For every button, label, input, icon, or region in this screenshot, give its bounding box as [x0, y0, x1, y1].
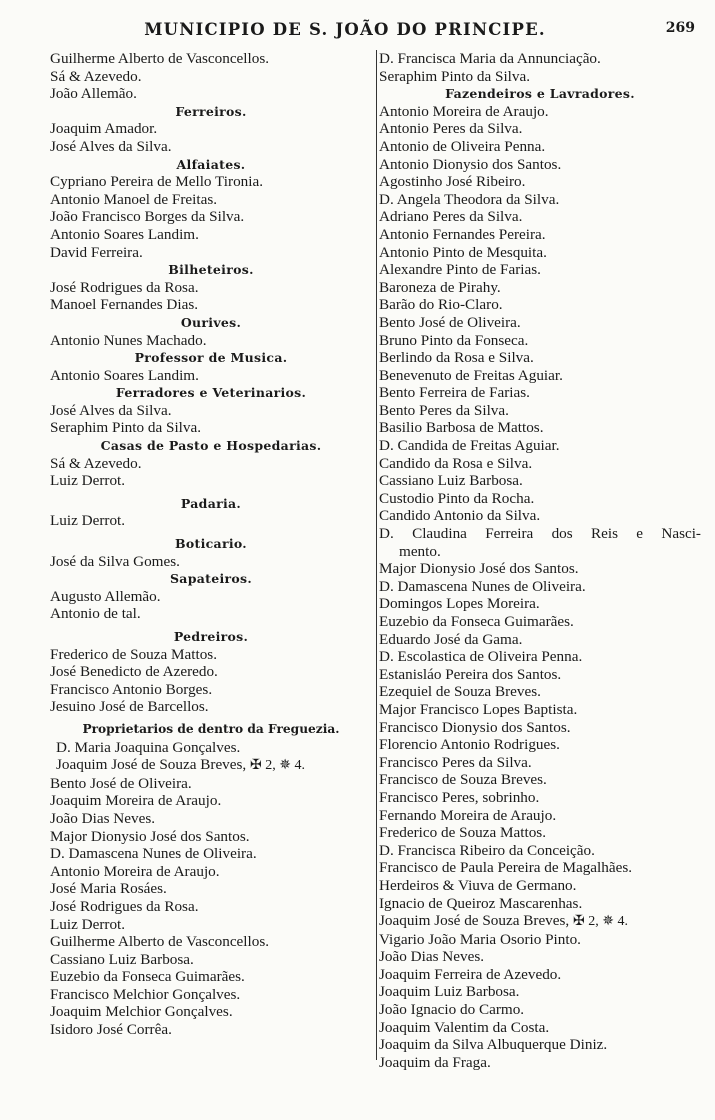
list-item: Herdeiros & Viuva de Germano. — [379, 876, 577, 894]
section-heading-musica: Professor de Musica. — [134, 350, 288, 366]
list-item: Alexandre Pinto de Farias. — [379, 261, 541, 279]
list-item: Antonio de Oliveira Penna. — [379, 137, 546, 155]
list-item: Joaquim Luiz Barbosa. — [379, 983, 520, 1001]
bilheteiros-list — [50, 279, 372, 314]
list-item: Francisco Antonio Borges. — [50, 680, 213, 698]
order-symbols: ✠ 2, ✵ 4. — [250, 758, 305, 774]
list-item: Manoel Fernandes Dias. — [50, 296, 199, 314]
list-item: Joaquim Ferreira de Azevedo. — [379, 965, 562, 983]
page-header — [0, 16, 715, 42]
list-item: José Rodrigues da Rosa. — [50, 897, 199, 915]
section-heading-pedreiros: Pedreiros. — [173, 629, 249, 644]
section-heading-boticario: Boticario. — [175, 536, 247, 552]
section-heading-padaria: Padaria. — [180, 495, 242, 511]
casas-list — [50, 455, 372, 490]
left-column — [50, 50, 372, 1039]
list-item: Candido da Rosa e Silva. — [379, 454, 533, 472]
list-item: Benevenuto de Freitas Aguiar. — [379, 366, 563, 384]
list-item: Guilherme Alberto de Vasconcellos. — [50, 933, 270, 951]
list-item: Domingos Lopes Moreira. — [379, 595, 540, 613]
list-item: Euzebio da Fonseca Guimarães. — [50, 968, 245, 986]
list-item: José Benedicto de Azeredo. — [50, 663, 218, 681]
list-item: Jesuino José de Barcellos. — [50, 698, 209, 716]
list-item: Joaquim da Fraga. — [379, 1053, 491, 1071]
list-item: Ignacio de Queiroz Mascarenhas. — [379, 894, 583, 912]
breves-entry-right — [379, 912, 701, 931]
list-item: Antonio Peres da Silva. — [379, 120, 523, 138]
list-item: Antonio Pinto de Mesquita. — [379, 243, 547, 261]
breves-name-right: Joaquim José de Souza Breves, — [379, 912, 570, 930]
fazendeiros-list-c — [379, 931, 701, 1072]
order-symbols-right: ✠ 2, ✵ 4. — [573, 914, 628, 930]
list-item: Bento José de Oliveira. — [50, 774, 192, 792]
section-heading-casas: Casas de Pasto e Hospedarias. — [100, 438, 322, 454]
list-item: Joaquim Valentim da Costa. — [379, 1018, 550, 1036]
list-item: D. Damascena Nunes de Oliveira. — [50, 845, 257, 863]
breves-entry — [50, 756, 372, 775]
list-item: Bento Ferreira de Farias. — [379, 384, 530, 402]
list-item: Florencio Antonio Rodrigues. — [379, 736, 560, 754]
section-heading-ferreiros: Ferreiros. — [175, 103, 247, 119]
list-item: João Dias Neves. — [50, 809, 156, 827]
list-item: Candido Antonio da Silva. — [379, 507, 541, 525]
list-item: José Rodrigues da Rosa. — [50, 278, 199, 296]
list-item: Francisco Dionysio dos Santos. — [379, 718, 571, 736]
list-item: Luiz Derrot. — [50, 512, 126, 530]
list-item: Luiz Derrot. — [50, 472, 126, 490]
list-item: Barão do Rio-Claro. — [379, 296, 503, 314]
musica-list — [50, 367, 372, 385]
section-heading-ferradores: Ferradores e Veterinarios. — [115, 385, 307, 401]
pedreiros-list — [50, 646, 372, 716]
list-item: D. Maria Joaquina Gonçalves. — [56, 738, 241, 756]
list-item: Euzebio da Fonseca Guimarães. — [379, 613, 574, 630]
list-item: Antonio de tal. — [50, 605, 141, 623]
list-item: Antonio Moreira de Araujo. — [379, 102, 549, 120]
intro-list-right — [379, 50, 701, 85]
list-item: Antonio Nunes Machado. — [50, 331, 207, 349]
list-item: Sá & Azevedo. — [50, 454, 142, 472]
page-title: MUNICIPIO DE S. JOÃO DO PRINCIPE. — [144, 20, 546, 39]
list-item: José Alves da Silva. — [50, 401, 172, 419]
list-item: Eduardo José da Gama. — [379, 630, 523, 648]
ourives-list — [50, 332, 372, 350]
list-item: Berlindo da Rosa e Silva. — [379, 349, 534, 367]
list-item: João Ignacio do Carmo. — [379, 1001, 525, 1019]
intro-list — [50, 50, 372, 103]
list-item: Antonio Soares Landim. — [50, 366, 199, 384]
page-number: 269 — [665, 20, 695, 36]
list-item: Joaquim Moreira de Araujo. — [50, 792, 222, 810]
section-heading-fazendeiros: Fazendeiros e Lavradores. — [445, 86, 635, 102]
list-item: Francisco Peres, sobrinho. — [379, 788, 540, 806]
list-item: Bento José de Oliveira. — [379, 313, 521, 331]
list-item: Ezequiel de Souza Breves. — [379, 683, 541, 701]
list-item: Antonio Fernandes Pereira. — [379, 225, 546, 243]
list-item: Sá & Azevedo. — [50, 67, 142, 85]
list-item: João Francisco Borges da Silva. — [50, 208, 245, 226]
ferradores-list — [50, 402, 372, 437]
alfaiates-list — [50, 173, 372, 261]
list-item: Estanisláo Pereira dos Santos. — [379, 665, 562, 683]
list-item: Major Dionysio José dos Santos. — [50, 827, 250, 845]
breves-name: Joaquim José de Souza Breves, — [56, 756, 247, 774]
list-item: João Dias Neves. — [379, 948, 485, 966]
section-heading-ourives: Ourives. — [180, 314, 242, 330]
list-item: Major Francisco Lopes Baptista. — [379, 700, 578, 718]
list-item: Augusto Allemão. — [50, 587, 161, 605]
list-item: D. Escolastica de Oliveira Penna. — [379, 648, 583, 666]
proprietarios-list — [50, 775, 372, 1039]
list-item: D. Angela Theodora da Silva. — [379, 190, 560, 208]
boticario-list — [50, 553, 372, 571]
list-item: Francisco de Paula Pereira de Magalhães. — [379, 859, 633, 877]
section-heading-alfaiates: Alfaiates. — [176, 156, 246, 172]
list-item: Guilherme Alberto de Vasconcellos. — [50, 50, 270, 67]
list-item: Seraphim Pinto da Silva. — [379, 67, 531, 85]
list-item: Antonio Dionysio dos Santos. — [379, 155, 562, 173]
right-column — [376, 50, 701, 1071]
list-item: Isidoro José Corrêa. — [50, 1021, 172, 1039]
section-heading-proprietarios: Proprietarios de dentro da Freguezia. — [82, 721, 340, 736]
list-item: Francisco Melchior Gonçalves. — [50, 985, 241, 1003]
list-item: Adriano Peres da Silva. — [379, 208, 523, 226]
list-item: Basilio Barbosa de Mattos. — [379, 419, 544, 437]
list-item: Francisco Peres da Silva. — [379, 753, 532, 771]
list-item: Bruno Pinto da Fonseca. — [379, 331, 529, 349]
padaria-list — [50, 512, 372, 530]
list-item: Frederico de Souza Mattos. — [50, 645, 218, 663]
claudina-line-1: D. Claudina Ferreira dos Reis e Nasci- — [379, 525, 701, 543]
fazendeiros-list-b — [379, 560, 701, 912]
list-item: Frederico de Souza Mattos. — [379, 824, 547, 842]
list-item: D. Damascena Nunes de Oliveira. — [379, 577, 586, 595]
list-item: Cassiano Luiz Barbosa. — [379, 472, 523, 490]
list-item: Joaquim Amador. — [50, 120, 158, 138]
list-item: D. Francisca Ribeiro da Conceição. — [379, 841, 595, 859]
list-item: D. Francisca Maria da Annunciação. — [379, 50, 601, 67]
section-heading-bilheteiros: Bilheteiros. — [168, 262, 254, 278]
list-item: Antonio Soares Landim. — [50, 225, 199, 243]
list-item: Seraphim Pinto da Silva. — [50, 419, 202, 437]
list-item: João Allemão. — [50, 85, 137, 103]
list-item: Baroneza de Pirahy. — [379, 278, 501, 296]
list-item: Vigario João Maria Osorio Pinto. — [379, 930, 581, 948]
list-item: Luiz Derrot. — [50, 915, 126, 933]
list-item: Fernando Moreira de Araujo. — [379, 806, 557, 824]
list-item: D. Candida de Freitas Aguiar. — [379, 437, 560, 455]
sapateiros-list — [50, 588, 372, 623]
list-item: Bento Peres da Silva. — [379, 401, 509, 419]
fazendeiros-list-a — [379, 103, 701, 525]
list-item: Major Dionysio José dos Santos. — [379, 560, 579, 578]
claudina-line-2: mento. — [399, 542, 441, 560]
list-item: Joaquim Melchior Gonçalves. — [50, 1003, 233, 1021]
list-item: Cassiano Luiz Barbosa. — [50, 950, 194, 968]
list-item: Agostinho José Ribeiro. — [379, 173, 526, 191]
list-item: Cypriano Pereira de Mello Tironia. — [50, 173, 264, 191]
list-item: José Alves da Silva. — [50, 137, 172, 155]
list-item: Antonio Moreira de Araujo. — [50, 862, 220, 880]
section-heading-sapateiros: Sapateiros. — [169, 571, 253, 587]
list-item: Antonio Manoel de Freitas. — [50, 190, 218, 208]
list-item: Francisco de Souza Breves. — [379, 771, 547, 789]
list-item: José da Silva Gomes. — [50, 552, 180, 570]
list-item: Joaquim da Silva Albuquerque Diniz. — [379, 1036, 608, 1054]
ferreiros-list — [50, 120, 372, 155]
list-item: Custodio Pinto da Rocha. — [379, 489, 535, 507]
list-item: José Maria Rosáes. — [50, 880, 167, 898]
list-item: David Ferreira. — [50, 243, 143, 261]
